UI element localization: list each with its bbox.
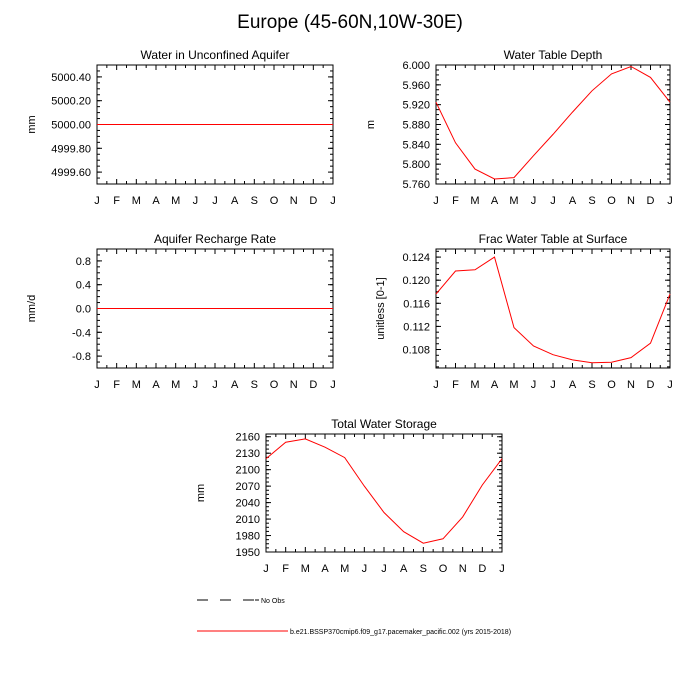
x-tick-label: A: [568, 195, 577, 207]
x-tick-label: F: [452, 195, 459, 207]
y-tick-label: 4999.60: [51, 167, 91, 180]
x-tick-label: S: [250, 379, 259, 391]
x-tick-label: O: [269, 379, 279, 391]
x-tick-label: O: [269, 195, 279, 207]
panel-title: Aquifer Recharge Rate: [153, 232, 277, 246]
x-tick-label: D: [646, 195, 655, 207]
panel-title: Total Water Storage: [331, 417, 437, 431]
x-tick-label: M: [300, 563, 310, 575]
y-tick-label: -0.8: [72, 351, 91, 364]
x-tick-label: D: [478, 563, 487, 575]
legend-model-label: b.e21.BSSP370cmip6.f09_g17.pacemaker_pacific.002 (yrs 2015-2018): [290, 629, 512, 636]
x-tick-label: J: [192, 379, 199, 391]
x-tick-label: J: [667, 195, 673, 207]
x-tick-label: J: [330, 195, 336, 207]
y-tick-label: 2070: [235, 481, 260, 494]
x-tick-label: S: [419, 563, 428, 575]
y-axis-label: unitless [0-1]: [375, 277, 387, 340]
y-tick-label: 2160: [235, 431, 260, 444]
x-tick-label: F: [113, 379, 121, 391]
x-tick-label: J: [212, 195, 218, 207]
y-tick-label: 0.120: [402, 275, 430, 288]
y-tick-label: 0.116: [403, 298, 430, 311]
x-tick-label: J: [94, 195, 100, 207]
y-tick-label: 2100: [235, 464, 260, 477]
x-tick-label: M: [509, 195, 519, 207]
x-tick-label: A: [490, 379, 499, 391]
y-tick-label: 0.124: [402, 252, 430, 265]
x-tick-label: J: [433, 195, 439, 207]
y-tick-label: 5.960: [402, 79, 430, 92]
x-tick-label: O: [607, 379, 616, 391]
y-tick-label: 4999.80: [51, 143, 91, 156]
x-tick-label: F: [452, 379, 459, 391]
x-tick-label: A: [230, 195, 239, 207]
y-tick-label: 2010: [235, 514, 260, 527]
y-tick-label: 0.0: [75, 303, 91, 316]
x-tick-label: J: [550, 195, 556, 207]
y-tick-label: 5.880: [402, 119, 430, 132]
panel-2: [365, 48, 673, 207]
panel-4: [375, 232, 673, 391]
y-tick-label: 0.4: [75, 279, 91, 292]
x-tick-label: J: [330, 379, 336, 391]
plot-frame: [436, 249, 670, 368]
y-axis-label: m: [365, 119, 377, 130]
x-tick-label: J: [212, 379, 218, 391]
x-tick-label: F: [282, 563, 290, 575]
y-tick-label: 2130: [235, 448, 260, 461]
x-tick-label: O: [607, 195, 616, 207]
x-tick-label: M: [171, 379, 181, 391]
x-tick-label: A: [490, 195, 499, 207]
y-tick-label: 0.8: [75, 255, 91, 268]
x-tick-label: M: [470, 195, 480, 207]
y-tick-label: 0.112: [403, 321, 430, 334]
x-tick-label: N: [458, 563, 467, 575]
x-tick-label: J: [381, 563, 387, 575]
figure-title: Europe (45-60N,10W-30E): [237, 12, 463, 33]
x-tick-label: M: [470, 379, 480, 391]
y-tick-label: 5000.20: [51, 95, 91, 108]
legend-obs-label: No Obs: [261, 598, 285, 605]
x-tick-label: J: [530, 379, 537, 391]
y-tick-label: 0.108: [402, 344, 430, 357]
y-tick-label: 5.920: [402, 99, 430, 112]
y-tick-label: 5000.00: [51, 119, 91, 132]
x-tick-label: S: [588, 195, 596, 207]
y-tick-label: 2040: [235, 497, 260, 510]
x-tick-label: D: [646, 379, 655, 391]
x-tick-label: F: [113, 195, 121, 207]
panel-3: [26, 232, 336, 391]
x-tick-label: N: [289, 195, 298, 207]
x-tick-label: J: [192, 195, 199, 207]
x-tick-label: M: [340, 563, 350, 575]
x-tick-label: N: [289, 379, 298, 391]
x-tick-label: M: [131, 195, 141, 207]
y-tick-label: 5.840: [402, 139, 430, 152]
x-tick-label: D: [309, 379, 318, 391]
x-tick-label: A: [230, 379, 239, 391]
panel-title: Water Table Depth: [503, 48, 603, 62]
x-tick-label: A: [152, 379, 160, 391]
x-tick-label: J: [94, 379, 100, 391]
legend-group: [197, 598, 511, 636]
x-tick-label: J: [499, 563, 505, 575]
panel-1: [26, 48, 336, 207]
x-tick-label: M: [131, 379, 141, 391]
x-tick-label: A: [568, 379, 577, 391]
x-tick-label: A: [152, 195, 160, 207]
y-axis-label: mm: [195, 483, 207, 503]
y-axis-label: mm/d: [26, 294, 38, 323]
x-tick-label: O: [438, 563, 448, 575]
plot-frame: [266, 434, 502, 552]
y-tick-label: 1980: [235, 530, 260, 543]
y-tick-label: 1950: [235, 547, 260, 559]
y-tick-label: 5000.40: [51, 71, 91, 84]
x-tick-label: J: [361, 563, 368, 575]
x-tick-label: S: [250, 195, 259, 207]
y-tick-label: 5.760: [402, 179, 430, 191]
x-tick-label: N: [627, 195, 635, 207]
x-tick-label: J: [550, 379, 556, 391]
x-tick-label: A: [399, 563, 408, 575]
x-tick-label: J: [667, 379, 673, 391]
y-tick-label: -0.4: [72, 327, 91, 340]
x-tick-label: A: [321, 563, 329, 575]
x-tick-label: N: [627, 379, 635, 391]
plot-frame: [436, 65, 670, 184]
series-line: [436, 67, 670, 180]
series-line: [436, 257, 670, 363]
panel-title: Frac Water Table at Surface: [478, 232, 628, 246]
series-line: [266, 439, 502, 543]
panel-5: [195, 417, 505, 575]
x-tick-label: J: [433, 379, 439, 391]
y-tick-label: 5.800: [402, 159, 430, 172]
y-tick-label: 6.000: [402, 60, 430, 72]
x-tick-label: S: [588, 379, 596, 391]
panel-title: Water in Unconfined Aquifer: [140, 48, 290, 62]
x-tick-label: J: [530, 195, 537, 207]
panels-group: [26, 48, 673, 575]
x-tick-label: M: [509, 379, 519, 391]
y-axis-label: mm: [26, 115, 38, 134]
x-tick-label: J: [263, 563, 269, 575]
x-tick-label: D: [309, 195, 318, 207]
x-tick-label: M: [171, 195, 181, 207]
